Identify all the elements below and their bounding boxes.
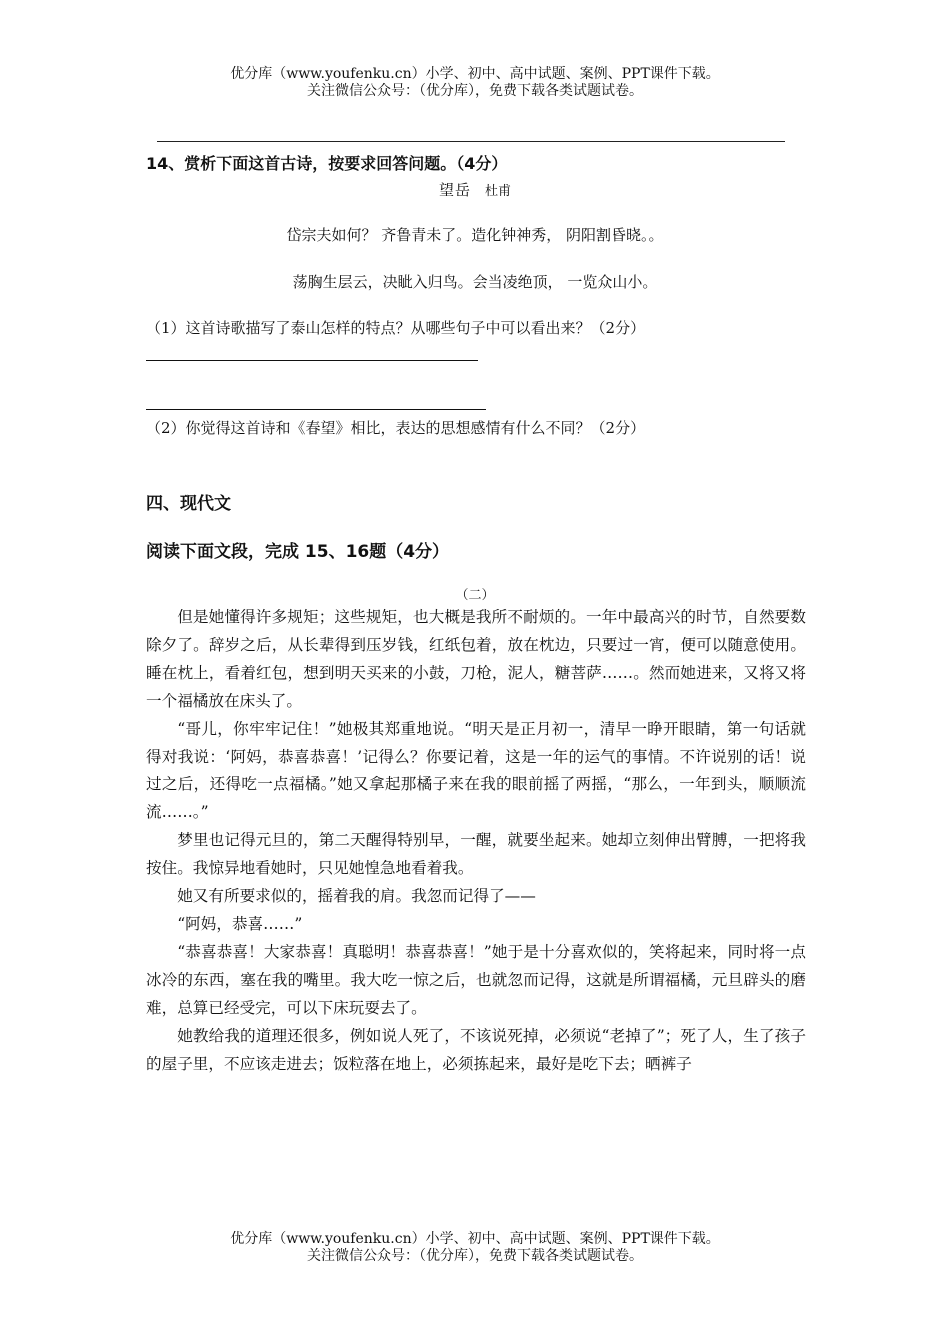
poem-line-1: 岱宗夫如何？ 齐鲁青未了。造化钟神秀， 阴阳割昏晓。。 [286,226,664,244]
page-footer [0,1231,950,1265]
poem-heading [0,179,950,200]
sub-question-1: （1）这首诗歌描写了泰山怎样的特点？从哪些句子中可以看出来？（2分） [146,319,646,337]
poem-line-2: 荡胸生层云，决眦入归鸟。会当凌绝顶， 一览众山小。 [292,273,658,291]
poem-title: 望岳 [438,181,471,199]
part-label: （二） [455,588,495,603]
reading-passage [146,604,806,1078]
paragraph: 但是她懂得许多规矩；这些规矩，也大概是我所不耐烦的。一年中最高兴的时节，自然要数除夕了。辞岁之后，从长辈得到压岁钱，红纸包着，放在枕边，只要过一宵，便可以随意使用。睡在枕上，看着红包，想到明天买来的小鼓，刀枪，泥人，糖菩萨……。然而她进来，又将又将一个福橘放在床头了。 [146,608,806,710]
reading-instruction: 阅读下面文段，完成 15、16题（4分） [146,542,450,562]
header-line-2: 关注微信公众号：（优分库），免费下载各类试题试卷。 [307,83,643,99]
answer-line-2 [146,409,486,410]
footer-line-2: 关注微信公众号：（优分库），免费下载各类试题试卷。 [307,1248,643,1264]
paragraph: 梦里也记得元旦的，第二天醒得特别早，一醒，就要坐起来。她却立刻伸出臂膊，一把将我按住。我惊异地看她时，只见她惶急地看着我。 [146,831,806,878]
section-heading: 四、现代文 [146,494,231,514]
page-header [0,66,950,100]
answer-line-1 [146,360,478,361]
paragraph: “哥儿，你牢牢记住！”她极其郑重地说。“明天是正月初一，清早一睁开眼睛，第一句话就得对我说：‘阿妈，恭喜恭喜！’记得么？你要记着，这是一年的运气的事情。不许说别的话！说过之后，还得吃一点福橘。”她又拿起那橘子来在我的眼前摇了两摇，“那么，一年到头，顺顺流流……。” [146,719,806,822]
paragraph: 她教给我的道理还很多，例如说人死了，不该说死掉，必须说“老掉了”；死了人，生了孩子的屋子里，不应该走进去；饭粒落在地上，必须拣起来，最好是吃下去；晒裤子 [146,1026,806,1073]
poem-author: 杜甫 [485,184,512,199]
header-line-1: 优分库（www.youfenku.cn）小学、初中、高中试题、案例、PPT课件下载。 [230,66,720,82]
paragraph: 她又有所要求似的，摇着我的肩。我忽而记得了—— [177,887,536,906]
sub-question-2: （2）你觉得这首诗和《春望》相比，表达的思想感情有什么不同？（2分） [146,419,646,437]
paragraph: “阿妈，恭喜……” [177,914,303,933]
question-14-title: 14、赏析下面这首古诗，按要求回答问题。（4分） [146,154,508,173]
paragraph: “恭喜恭喜！大家恭喜！真聪明！恭喜恭喜！”她于是十分喜欢似的，笑将起来，同时将一点冰冷的东西，塞在我的嘴里。我大吃一惊之后，也就忽而记得，这就是所谓福橘，元旦辟头的磨难，总算已经受完，可以下床玩耍去了。 [146,942,806,1017]
header-divider [157,141,785,142]
footer-line-1: 优分库（www.youfenku.cn）小学、初中、高中试题、案例、PPT课件下载。 [230,1231,720,1247]
